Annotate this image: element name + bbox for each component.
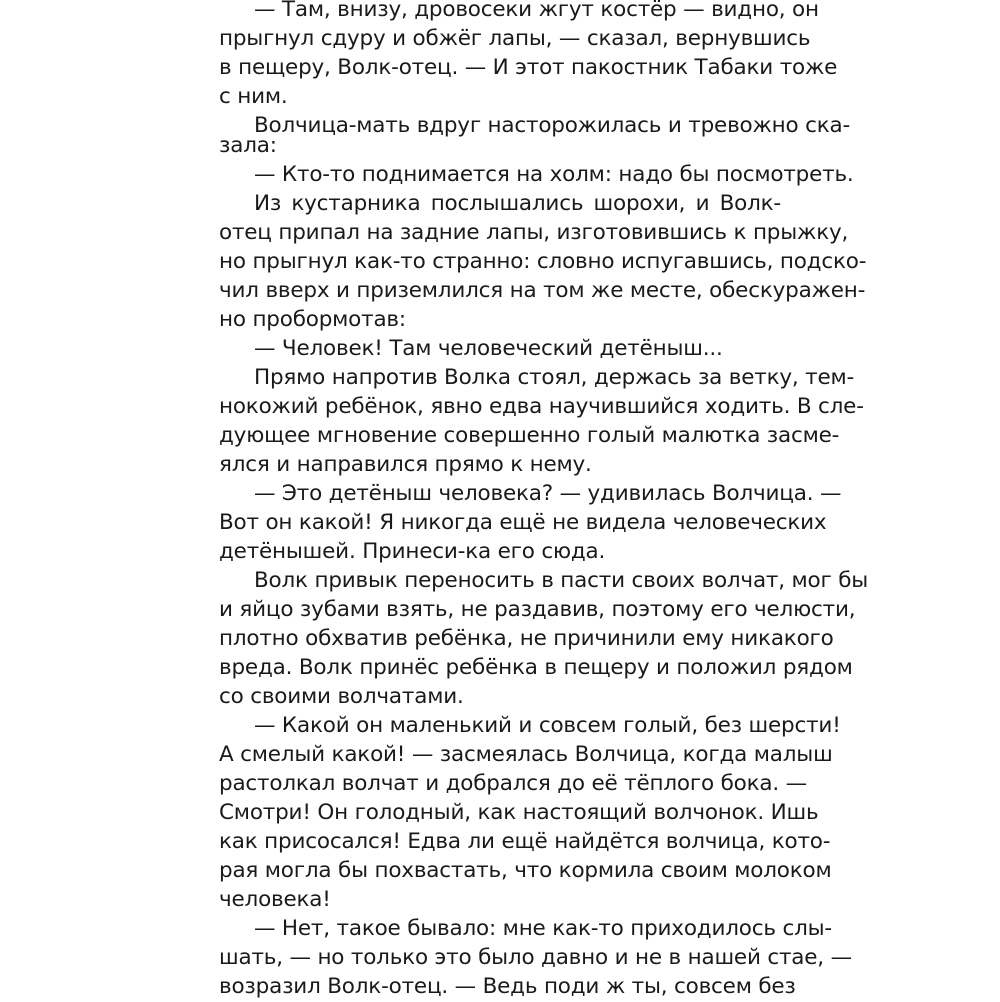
text-line: Волк привык переносить в пасти своих волчат, мог бы <box>254 568 869 593</box>
text-line: человека! <box>219 887 331 912</box>
text-line: Вот он какой! Я никогда ещё не видела человеческих <box>219 510 827 535</box>
text-line: Прямо напротив Волка стоял, держась за ветку, тем- <box>254 365 855 390</box>
text-line: возразил Волк-отец. — Ведь поди ж ты, совсем без <box>219 974 796 999</box>
text-line: — Там, внизу, дровосеки жгут костёр — видно, он <box>254 0 819 22</box>
text-line: плотно обхватив ребёнка, не причинили ему никакого <box>219 626 834 651</box>
text-line: — Какой он маленький и совсем голый, без шерсти! <box>254 713 841 738</box>
text-line: но пробормотав: <box>219 307 406 332</box>
text-line: шать, — но только это было давно и не в нашей стае, — <box>219 945 852 970</box>
text-line: А смелый какой! — засмеялась Волчица, когда малыш <box>219 742 833 767</box>
text-line: — Человек! Там человеческий детёныш... <box>254 336 723 361</box>
text-line: в пещеру, Волк-отец. — И этот пакостник Табаки тоже <box>219 55 838 80</box>
text-line: зала: <box>219 133 277 158</box>
text-line: ялся и направился прямо к нему. <box>219 452 592 477</box>
text-line: нокожий ребёнок, явно едва научившийся ходить. В сле- <box>219 394 864 419</box>
text-line: отец припал на задние лапы, изготовившись к прыжку, <box>219 220 849 245</box>
text-line: Волчица-мать вдруг насторожилась и тревожно ска- <box>254 113 851 138</box>
text-line: с ним. <box>219 84 288 109</box>
text-line: — Нет, такое бывало: мне как-то приходилось слы- <box>254 916 832 941</box>
text-line: — Кто-то поднимается на холм: надо бы посмотреть. <box>254 162 854 187</box>
text-line: вреда. Волк принёс ребёнка в пещеру и положил рядом <box>219 655 853 680</box>
text-line: со своими волчатами. <box>219 684 464 709</box>
text-line: Смотри! Он голодный, как настоящий волчонок. Ишь <box>219 800 819 825</box>
text-line: как присосался! Едва ли ещё найдётся волчица, кото- <box>219 829 831 854</box>
text-line: — Это детёныш человека? — удивилась Волчица. — <box>254 481 842 506</box>
text-line: детёнышей. Принеси-ка его сюда. <box>219 539 606 564</box>
text-line: рая могла бы похвастать, что кормила своим молоком <box>219 858 832 883</box>
text-line: и яйцо зубами взять, не раздавив, поэтому его челюсти, <box>219 597 856 622</box>
text-line: растолкал волчат и добрался до её тёплого бока. — <box>219 771 807 796</box>
text-line: но прыгнул как-то странно: словно испугавшись, подско- <box>219 249 867 274</box>
text-line: прыгнул сдуру и обжёг лапы, — сказал, вернувшись <box>219 26 811 51</box>
text-line: дующее мгновение совершенно голый малютка засме- <box>219 423 840 448</box>
text-line: Из кустарника послышались шорохи, и Волк- <box>254 191 781 216</box>
text-line: чил вверх и приземлился на том же месте, обескуражен- <box>219 278 866 303</box>
